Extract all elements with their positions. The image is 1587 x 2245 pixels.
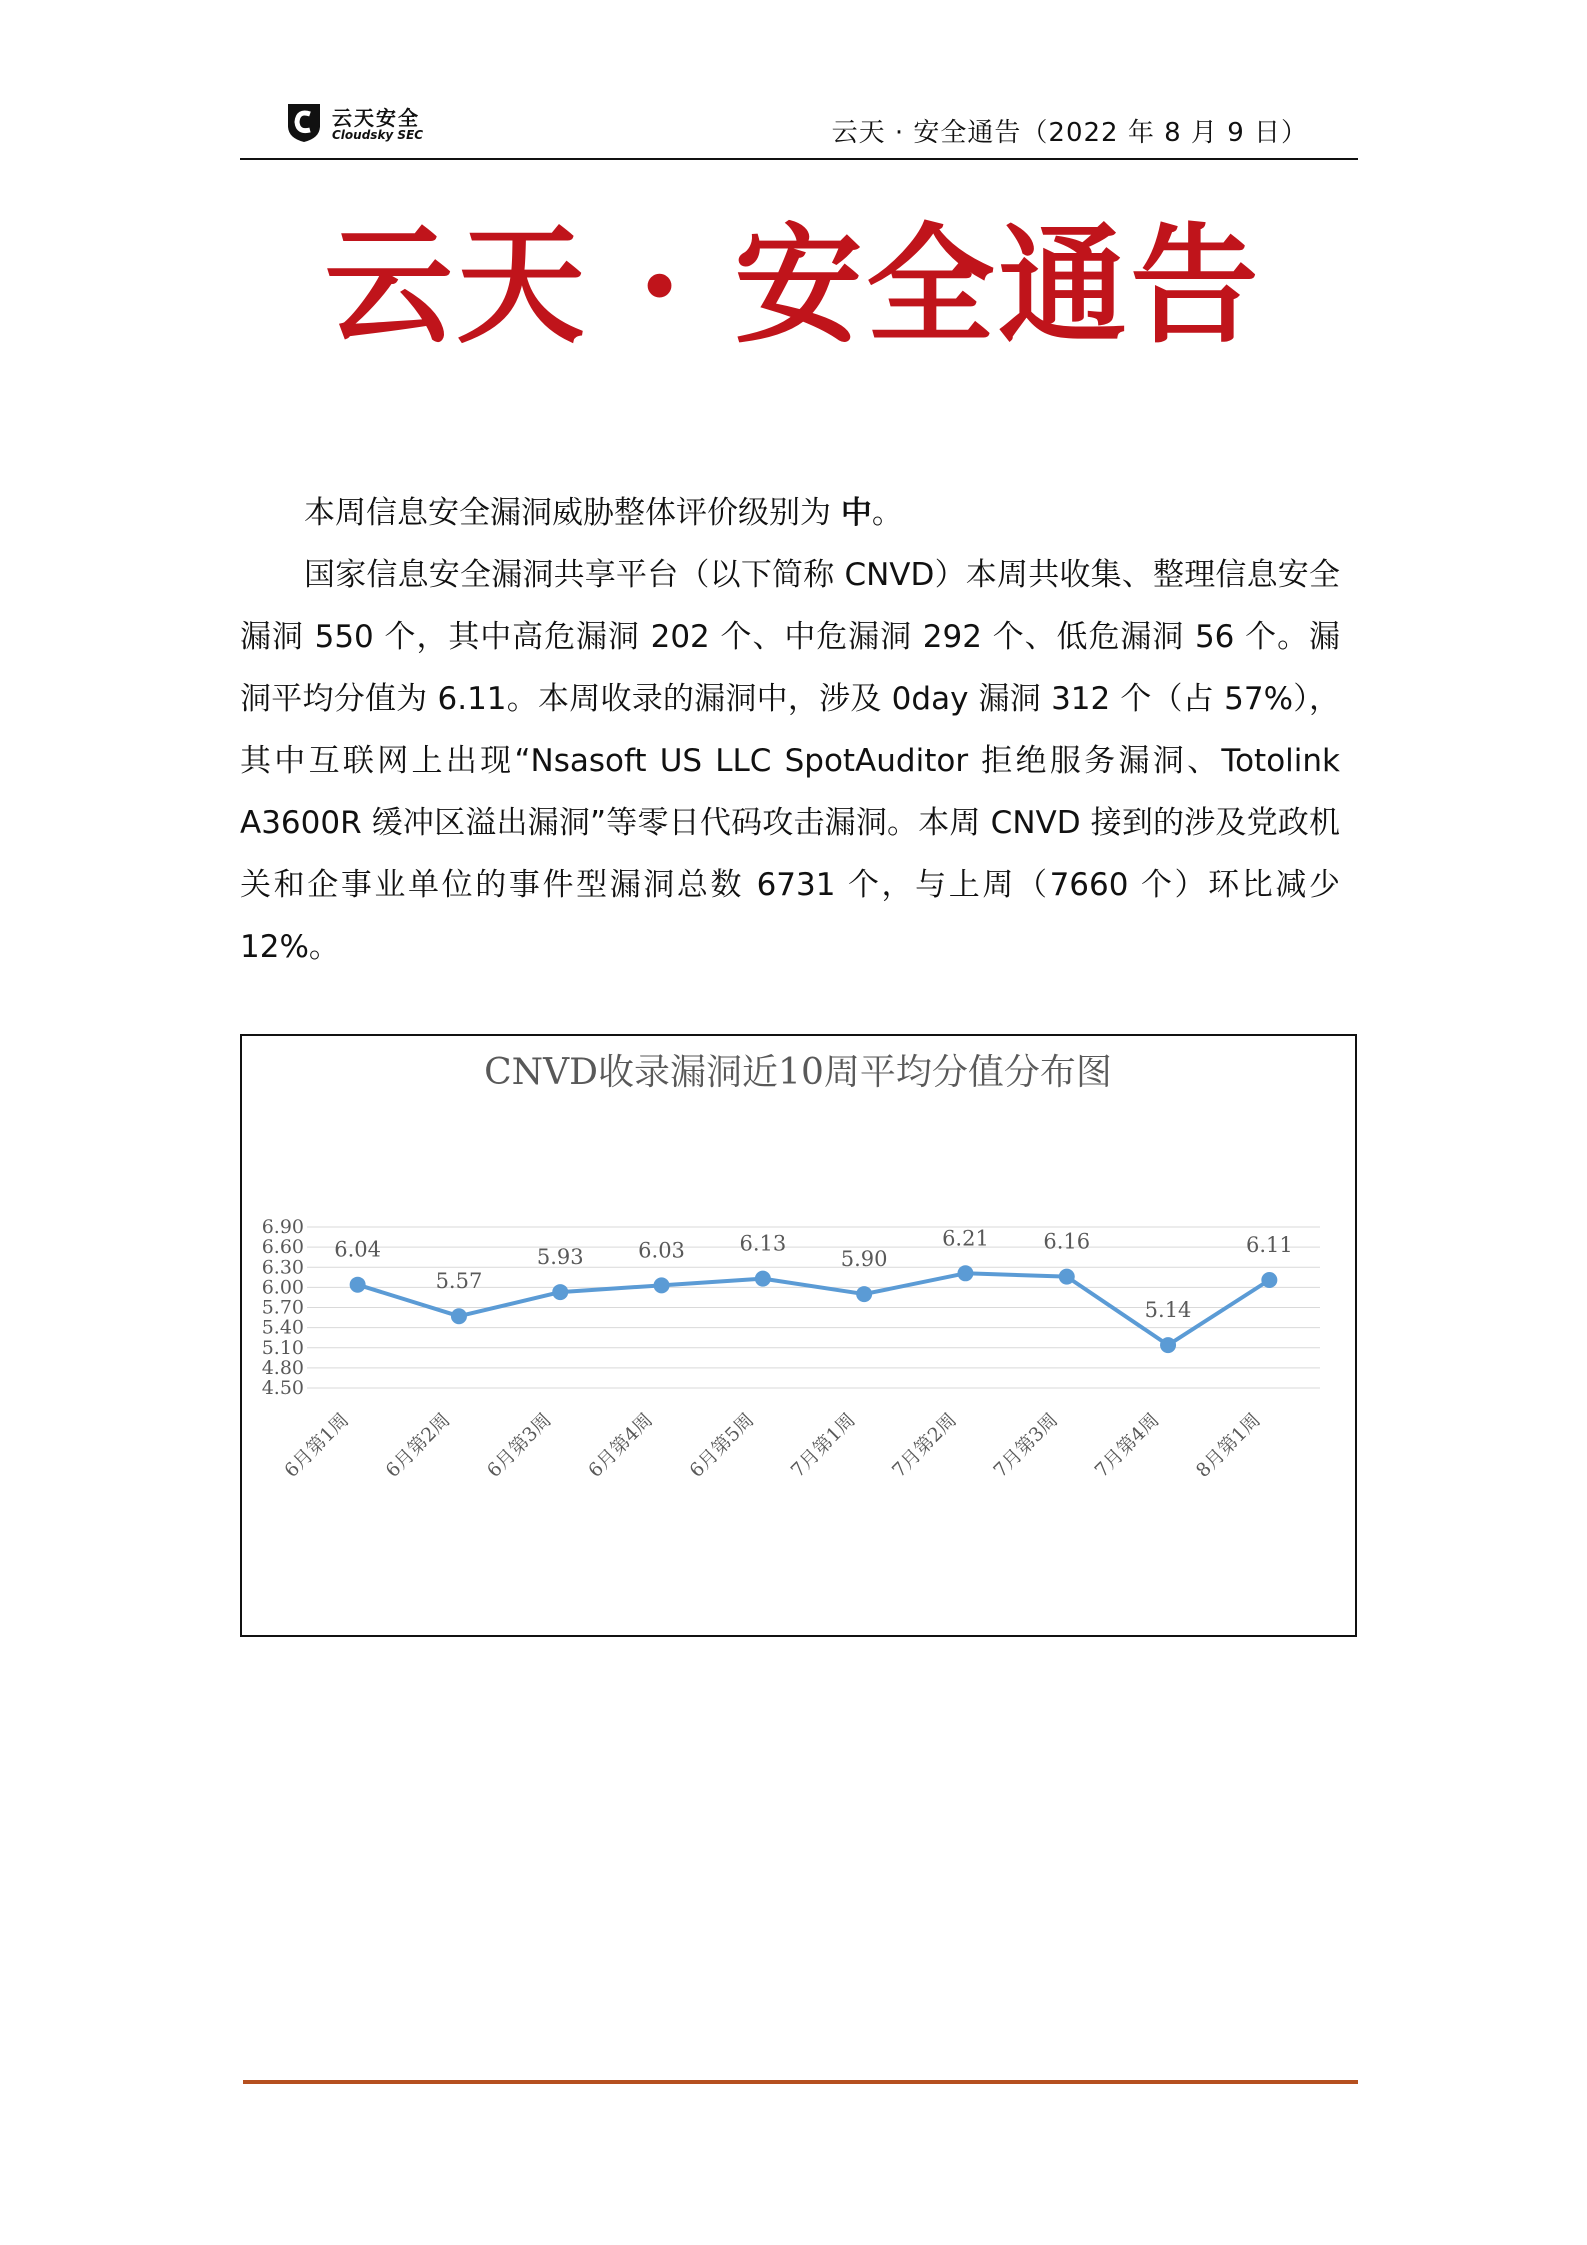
x-tick-label: 6月第2周	[381, 1408, 455, 1482]
x-tick-label: 6月第5周	[685, 1408, 759, 1482]
y-tick-label: 6.60	[261, 1236, 304, 1259]
header-divider	[240, 158, 1358, 160]
threat-level-value: 中	[840, 495, 872, 531]
data-point	[654, 1277, 670, 1293]
y-tick-label: 6.00	[261, 1276, 304, 1299]
x-tick-label: 6月第4周	[584, 1408, 658, 1482]
x-tick-label: 8月第1周	[1191, 1408, 1265, 1482]
data-point	[451, 1308, 467, 1324]
logo-chinese-text: 云天安全	[332, 106, 420, 130]
y-tick-label: 6.30	[261, 1256, 304, 1279]
line-chart-svg	[242, 1036, 1355, 1635]
data-point	[1059, 1269, 1075, 1285]
data-point	[957, 1265, 973, 1281]
page-header	[240, 90, 1358, 160]
series-line	[358, 1273, 1270, 1345]
y-axis-ticks	[262, 1216, 304, 1399]
y-tick-label: 6.90	[261, 1216, 304, 1238]
data-label: 5.90	[840, 1247, 888, 1272]
data-label: 5.14	[1144, 1298, 1192, 1323]
series-line-layer	[358, 1273, 1270, 1345]
threat-level-paragraph	[240, 482, 1340, 544]
data-point	[1261, 1272, 1277, 1288]
y-tick-label: 4.50	[261, 1377, 304, 1399]
x-tick-label: 6月第1周	[280, 1408, 354, 1482]
data-label: 6.21	[942, 1226, 989, 1251]
x-tick-label: 7月第2周	[888, 1408, 961, 1482]
logo-english-text: Cloudsky SEC	[332, 128, 424, 142]
data-label: 6.03	[638, 1238, 685, 1263]
y-tick-label: 4.80	[261, 1356, 304, 1379]
data-label: 6.11	[1245, 1232, 1293, 1257]
company-logo	[284, 100, 544, 150]
x-tick-label: 7月第3周	[989, 1408, 1063, 1482]
data-point	[552, 1284, 568, 1300]
x-axis-ticks	[280, 1409, 1265, 1482]
threat-level-prefix: 本周信息安全漏洞威胁整体评价级别为	[304, 495, 831, 531]
data-point	[755, 1271, 771, 1287]
y-tick-label: 5.70	[261, 1296, 304, 1319]
x-tick-label: 7月第4周	[1090, 1408, 1164, 1482]
y-tick-label: 5.40	[261, 1316, 304, 1339]
data-label: 6.04	[334, 1237, 382, 1262]
data-label: 6.13	[739, 1231, 787, 1256]
data-point	[350, 1277, 366, 1293]
x-tick-label: 6月第3周	[482, 1408, 556, 1482]
bulletin-title: 云天 · 安全通告	[324, 211, 1263, 361]
data-label: 5.57	[435, 1269, 483, 1294]
data-label: 6.16	[1043, 1229, 1091, 1254]
data-point	[856, 1286, 872, 1302]
footer-divider	[243, 2080, 1358, 2084]
summary-paragraph: 国家信息安全漏洞共享平台（以下简称 CNVD）本周共收集、整理信息安全漏洞 550 个，其中高危漏洞 202 个、中危漏洞 292 个、低危漏洞 56 个。漏洞平均分值为 6.11。本周收录的漏洞中，涉及 0day 漏洞 312 个（占 57%），其中互联网上出现“Nsasoft US LLC SpotAuditor 拒绝服务漏洞、Totolink A3600R 缓冲区溢出漏洞”等零日代码攻击漏洞。本周 CNVD 接到的涉及党政机关和企事业单位的事件型漏洞总数 6731 个，与上周（7660 个）环比减少 12%。	[240, 557, 1340, 965]
header-date: 云天 · 安全通告（2022 年 8 月 9 日）	[831, 118, 1308, 148]
threat-level-suffix: 。	[871, 495, 903, 531]
x-tick-label: 7月第1周	[786, 1408, 860, 1482]
score-chart	[240, 1034, 1357, 1637]
shield-c-logo-icon	[284, 100, 324, 144]
chart-title: CNVD收录漏洞近10周平均分值分布图	[484, 1052, 1112, 1093]
y-tick-label: 5.10	[261, 1336, 304, 1359]
data-label: 5.93	[536, 1245, 584, 1270]
data-point	[1160, 1337, 1176, 1353]
